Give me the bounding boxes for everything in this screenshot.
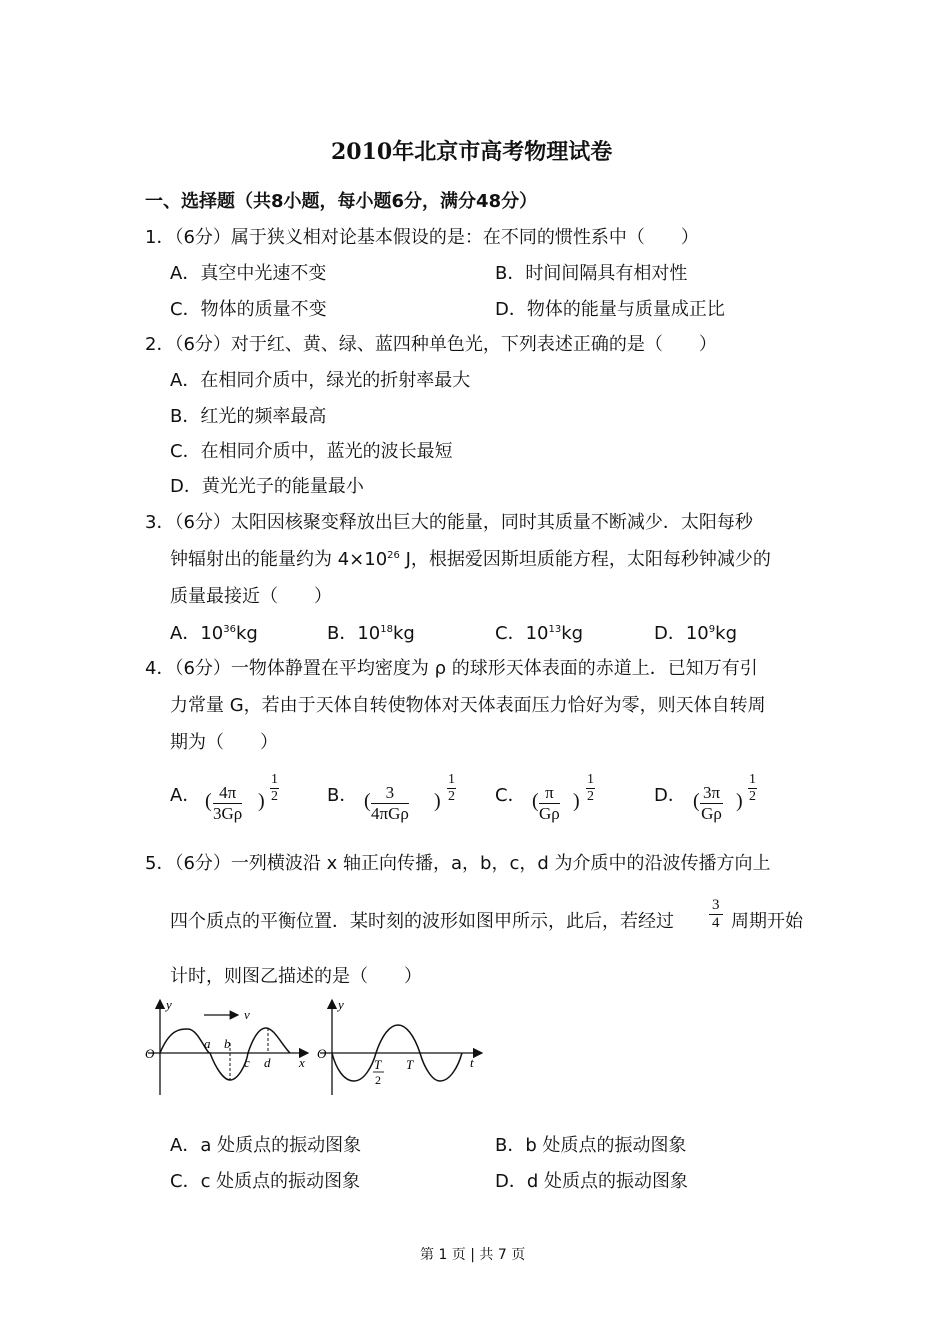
q4-line2: 力常量 G，若由于天体自转使物体对天体表面压力恰好为零，则天体自转周 [170,695,766,716]
q4-a-exp-num: 1 [271,772,278,787]
q5-option-b: B．b 处质点的振动图象 [495,1135,687,1156]
fig1-x-label: x [299,1055,305,1070]
q4-a-rparen: ) [258,790,265,812]
fig2-half-period-num: T [374,1057,382,1072]
q4-c-exponent [586,772,595,805]
q3-option-d [654,619,737,645]
q4-b-rparen: ) [434,790,441,812]
q5-line2-pre: 四个质点的平衡位置．某时刻的波形如图甲所示，此后，若经过 [170,911,674,932]
fig1-origin-label: O [145,1046,155,1061]
q4-d-lparen: ( [693,790,700,812]
q3-line1: 3．（6分）太阳因核聚变释放出巨大的能量，同时其质量不断减少．太阳每秒 [145,512,753,533]
q4-a-den: 3Gρ [213,804,243,823]
q3-b-unit: kg [393,623,415,644]
wave-figure-yi [312,995,487,1100]
q4-a-exp-den: 2 [271,789,278,804]
q3-option-c [495,619,583,645]
q4-line1: 4．（6分）一物体静置在平均密度为 ρ 的球形天体表面的赤道上．已知万有引 [145,658,758,679]
q3-line2 [170,545,771,571]
fig2-t-label: t [470,1055,474,1070]
q4-a-num: 4π [213,783,242,804]
q3-line2-exp: 26 [387,550,400,561]
fig1-c-label: c [244,1055,250,1070]
q1-option-b: B．时间间隔具有相对性 [495,263,688,284]
q5-fraction [709,897,723,932]
q3-c-base: C．10 [495,623,549,644]
q5-frac-num: 3 [709,897,723,915]
q3-d-exp: 9 [708,624,716,635]
q3-c-exp: 13 [548,624,562,635]
q4-d-exp-num: 1 [749,772,756,787]
q2-option-a: A．在相同介质中，绿光的折射率最大 [170,370,471,391]
fig1-y-label: y [166,997,172,1012]
q4-d-exp-den: 2 [749,789,756,804]
q2-option-c: C．在相同介质中，蓝光的波长最短 [170,441,453,462]
fig2-period-label: T [406,1057,414,1072]
q4-c-num: π [539,783,560,804]
q3-a-unit: kg [235,623,258,644]
q5-line1: 5．（6分）一列横波沿 x 轴正向传播，a，b，c，d 为介质中的沿波传播方向上 [145,853,771,874]
q3-line2-pre: 钟辐射出的能量约为 4×10 [170,549,388,570]
q4-b-den: 4πGρ [371,804,409,823]
q3-a-base: A．10 [170,623,224,644]
q1-option-d: D．物体的能量与质量成正比 [495,299,725,320]
q5-line2-post: 周期开始 [731,911,803,932]
page-title: 2010年北京市高考物理试卷 [331,139,613,165]
q4-option-b-label: B． [327,785,358,806]
q4-c-rparen: ) [573,790,580,812]
q4-c-lparen: ( [532,790,539,812]
fig2-y-label: y [338,997,344,1012]
q3-d-unit: kg [715,623,737,644]
q4-c-exp-den: 2 [587,789,594,804]
q3-line3: 质量最接近（ ） [170,586,332,607]
q3-d-base: D．10 [654,623,709,644]
q4-d-fraction [700,783,723,824]
q3-line2-post: J，根据爱因斯坦质能方程，太阳每秒钟减少的 [399,549,771,570]
q5-line3: 计时，则图乙描述的是（ ） [170,966,422,987]
q4-b-exp-den: 2 [448,789,455,804]
q4-d-den: Gρ [701,804,722,823]
q3-b-base: B．10 [327,623,381,644]
q4-a-exponent [270,772,279,805]
fig1-a-label: a [204,1036,211,1051]
q4-option-d-label: D． [654,785,686,806]
q4-d-rparen: ) [736,790,743,812]
q4-b-exp-num: 1 [448,772,455,787]
q3-a-exp: 36 [223,624,236,635]
q2-option-b: B．红光的频率最高 [170,406,327,427]
q3-option-b [327,619,415,645]
fig1-d-label: d [264,1055,271,1070]
q4-b-lparen: ( [364,790,371,812]
q4-c-den: Gρ [539,804,560,823]
q3-b-exp: 18 [380,624,393,635]
q3-c-unit: kg [561,623,584,644]
q5-option-d: D．d 处质点的振动图象 [495,1171,689,1192]
fig1-v-label: v [244,1007,250,1022]
q1-stem: 1．（6分）属于狭义相对论基本假设的是：在不同的惯性系中（ ） [145,227,699,248]
q2-stem: 2．（6分）对于红、黄、绿、蓝四种单色光，下列表述正确的是（ ） [145,334,717,355]
page-footer: 第 1 页 | 共 7 页 [420,1247,526,1263]
q4-c-exp-num: 1 [587,772,594,787]
q2-option-d: D．黄光光子的能量最小 [170,476,364,497]
q1-option-c: C．物体的质量不变 [170,299,327,320]
q4-b-num: 3 [371,783,409,804]
q4-line3: 期为（ ） [170,732,278,753]
q4-option-a-label: A． [170,785,201,806]
q4-d-num: 3π [700,783,723,804]
wave-figure-jia [140,995,315,1100]
fig2-half-period-den: 2 [375,1073,381,1087]
q5-frac-den: 4 [712,915,720,931]
q4-a-fraction [213,783,242,824]
section-heading: 一、选择题（共8小题，每小题6分，满分48分） [145,191,538,212]
q4-c-fraction [539,783,560,824]
q4-a-lparen: ( [205,790,212,812]
q4-d-exponent [748,772,757,805]
q3-option-a [170,619,258,645]
q5-option-a: A．a 处质点的振动图象 [170,1135,362,1156]
q5-option-c: C．c 处质点的振动图象 [170,1171,361,1192]
fig1-b-label: b [224,1036,231,1051]
q1-option-a: A．真空中光速不变 [170,263,327,284]
q4-option-c-label: C． [495,785,526,806]
q4-b-fraction [371,783,409,824]
fig2-origin-label: O [317,1046,327,1061]
q4-b-exponent [447,772,456,805]
